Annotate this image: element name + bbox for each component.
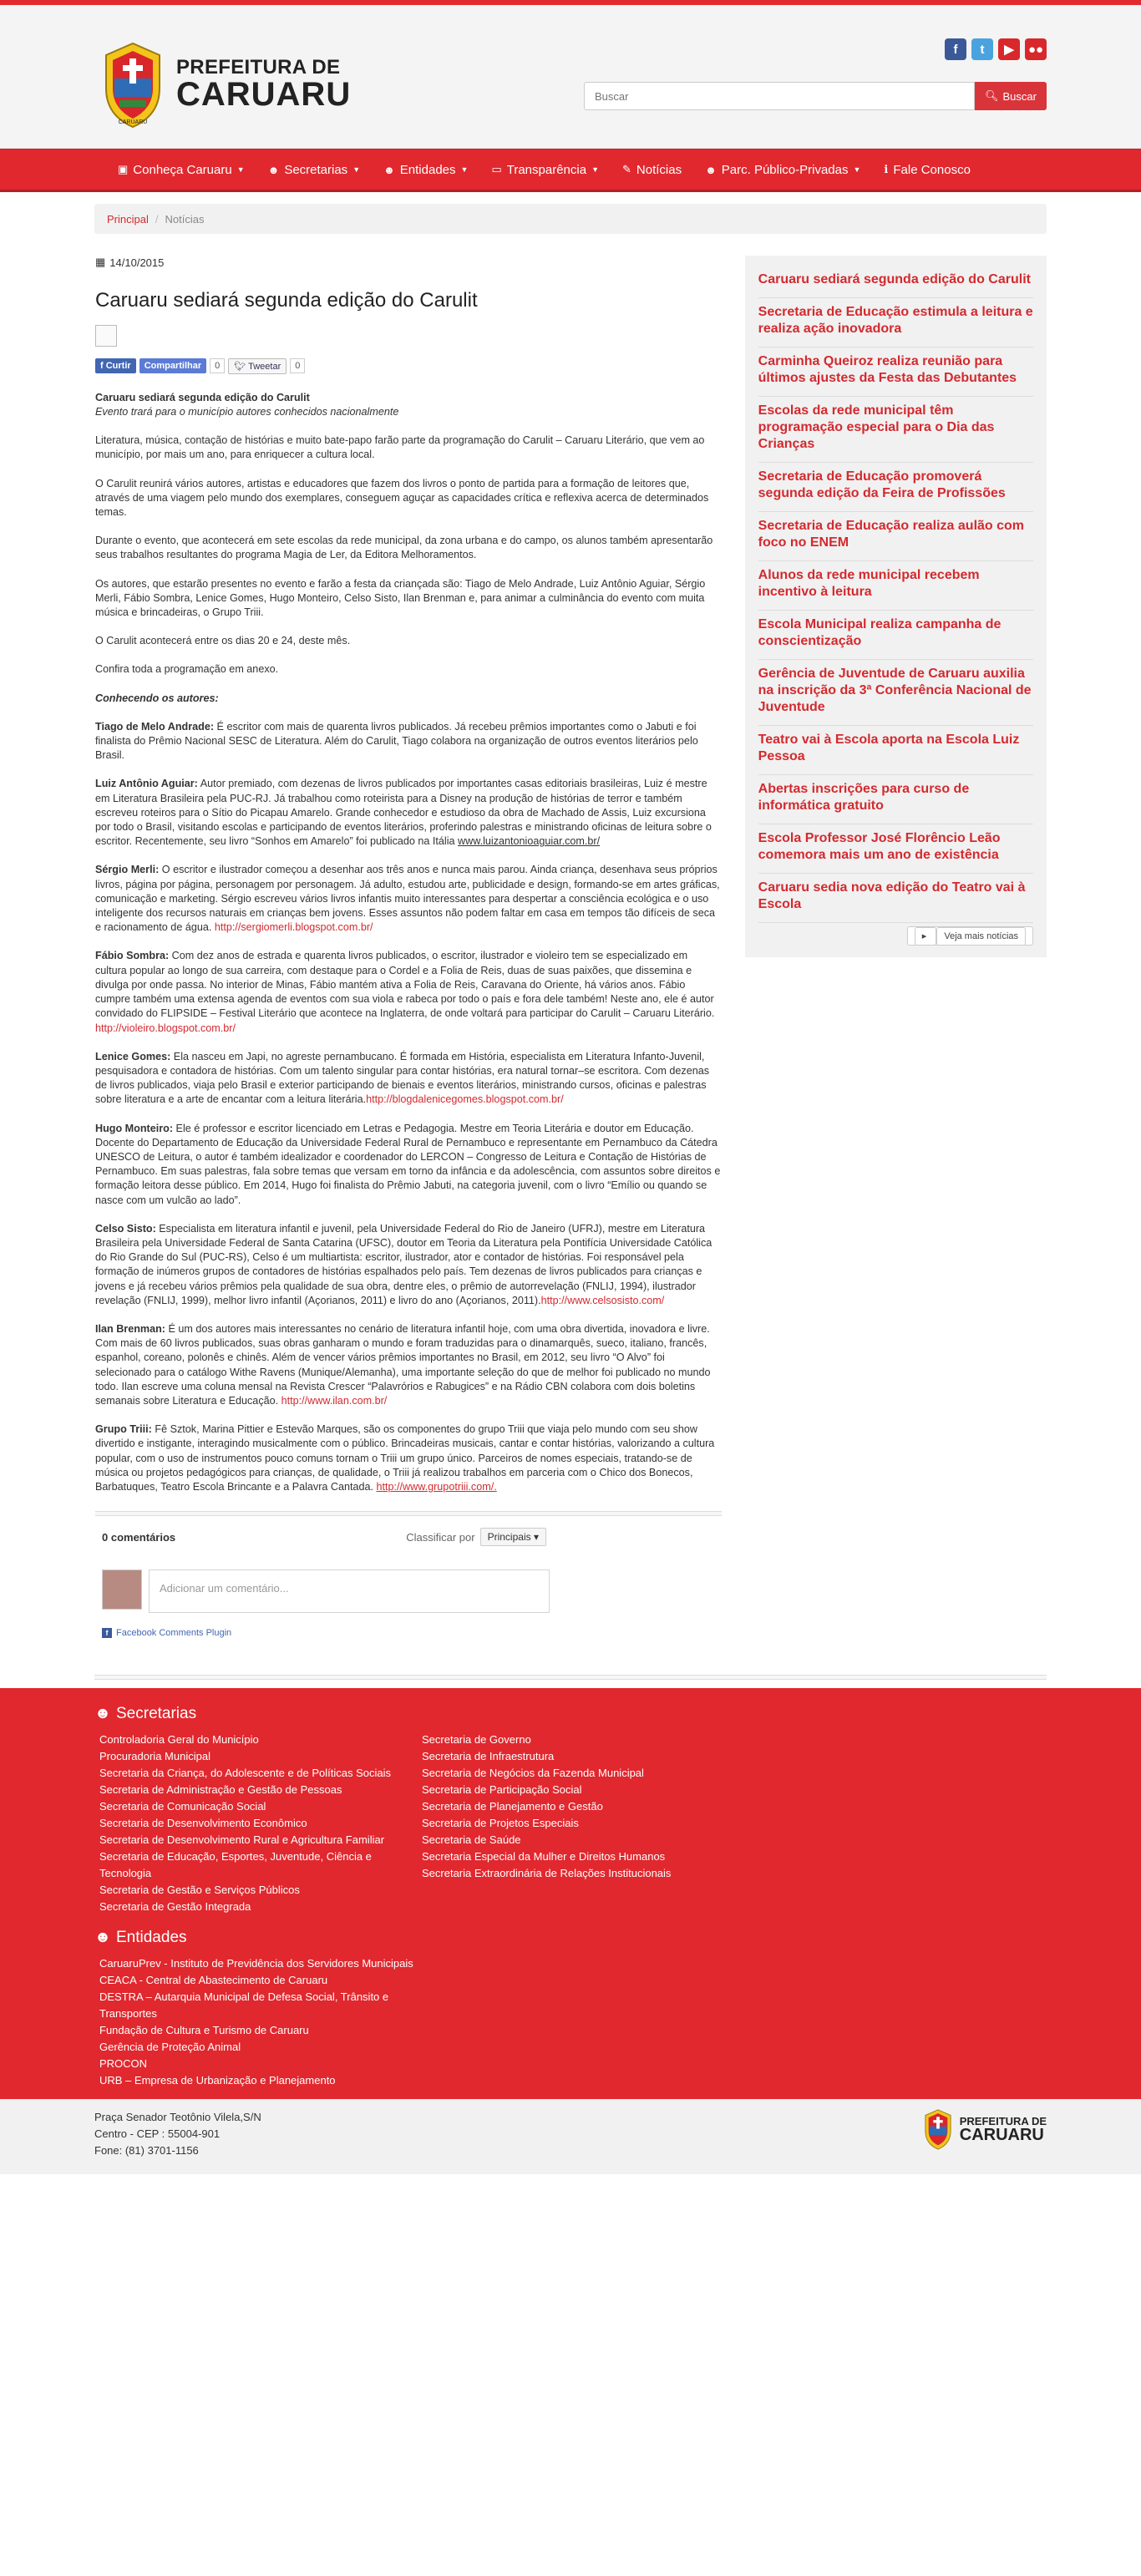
footer-link[interactable]: Secretaria de Educação, Esportes, Juventude, Ciência e Tecnologia (99, 1850, 372, 1880)
footer-link[interactable]: Gerência de Proteção Animal (99, 2041, 241, 2054)
sort-select-value: Principais (487, 1531, 531, 1544)
twitter-icon[interactable]: t (971, 38, 993, 60)
footer-link[interactable]: Secretaria de Governo (422, 1733, 531, 1747)
nav-item-label: Fale Conosco (893, 162, 971, 177)
footer-link[interactable]: DESTRA – Autarquia Municipal de Defesa Social, Trânsito e Transportes (99, 1990, 389, 2021)
list-item (758, 824, 1033, 874)
footer-link[interactable]: Secretaria de Gestão Integrada (99, 1900, 251, 1914)
footer-link[interactable]: Secretaria de Infraestrutura (422, 1750, 555, 1763)
nav-item-label: Parc. Público-Privadas (721, 162, 849, 177)
footer-link[interactable]: CEACA - Central de Abastecimento de Caruaru (99, 1974, 328, 1987)
search-button[interactable] (975, 82, 1047, 110)
footer-link[interactable]: Controladoria Geral do Município (99, 1733, 259, 1747)
section-divider (94, 1675, 1047, 1680)
article-paragraph: Durante o evento, que acontecerá em sete escolas da rede municipal, da zona urbana e do campo, os alunos também apresentarão seus trabalhos resultantes do programa Magia de Ler, da Editora Melhoramentos. (95, 535, 713, 561)
article-title: Caruaru sediará segunda edição do Carulit (95, 289, 478, 312)
news-link[interactable]: Secretaria de Educação realiza aulão com foco no ENEM (758, 519, 1025, 550)
more-news-label: Veja mais notícias (936, 927, 1026, 946)
author-link[interactable]: http://violeiro.blogspot.com.br/ (95, 1022, 236, 1034)
author-name: Grupo Triii: (95, 1423, 152, 1436)
logo-line2: CARUARU (176, 76, 352, 113)
author-link[interactable]: http://www.grupotriii.com/. (376, 1480, 497, 1493)
facebook-comments-plugin-link[interactable] (95, 1628, 722, 1638)
news-link[interactable]: Secretaria de Educação estimula a leitura e realiza ação inovadora (758, 305, 1033, 336)
article-paragraph: Literatura, música, contação de histórias e muito bate-papo farão parte da programação do Carulit – Caruaru Literário, que vem ao município, por mais um ano, para enriquecer a cultura local. (95, 434, 705, 461)
list-item (758, 874, 1033, 923)
search-button-label: Buscar (1002, 89, 1037, 103)
footer-entidades-title (94, 1929, 1047, 1947)
related-news-box (745, 256, 1047, 957)
footer-heading: Secretarias (116, 1705, 197, 1723)
news-link[interactable]: Escolas da rede municipal têm programação especial para o Dia das Crianças (758, 403, 995, 451)
article-paragraph: Os autores, que estarão presentes no evento e farão a festa da criançada são: Tiago de Melo Andrade, Luiz Antônio Aguiar, Sérgio Merli, Fábio Sombra, Lenice Gomes, Hugo Monteiro, Celso Sisto, Ilan Brenman e, para animar a culminância do evento com muita música e brincadeiras, o Grupo Triii. (95, 577, 706, 619)
avatar (102, 1569, 142, 1610)
footer-link[interactable]: Secretaria de Desenvolvimento Rural e Agricultura Familiar (99, 1833, 385, 1847)
author-paragraph (95, 863, 722, 935)
author-link[interactable]: http://www.celsosisto.com/ (540, 1294, 665, 1306)
author-bio: É um dos autores mais interessantes no cenário de literatura infantil hoje, com uma obra divertida, inovadora e livre. Com mais de 60 livros publicados, suas obras ganharam o mundo e foram traduzidas para o dinamarquês, sueco, italiano, francês, espanhol, coreano, polonês e chinês. Além de vencer vários prêmios importantes no Brasil, em 2012, seu livro “O Alvo” foi selecionado para o catálogo Withe Ravens (Munique/Alemanha), uma importante seleção do que de melhor foi publicado no mundo todo. Ilan escreve uma coluna mensal na Revista Crescer “Palavrórios e Rabugices” e na Rádio CBN colabora com dois boletins semanais sobre Literatura e Educação. (95, 1322, 711, 1407)
breadcrumb-home-link[interactable]: Principal (107, 212, 149, 226)
article-date (95, 256, 722, 269)
plugin-label: Facebook Comments Plugin (116, 1628, 232, 1639)
address-bar (0, 2099, 1141, 2174)
broken-image-icon (95, 325, 117, 347)
footer-logo-line1: PREFEITURA DE (959, 2114, 1047, 2127)
camera-icon: ▣ (118, 163, 129, 175)
coat-of-arms-icon (921, 2107, 955, 2151)
article-lead: Evento trará para o município autores conhecidos nacionalmente (95, 406, 399, 418)
author-name: Fábio Sombra: (95, 950, 170, 962)
list-item (758, 775, 1033, 824)
news-link[interactable]: Escola Professor José Florêncio Leão comemora mais um ano de existência (758, 831, 1001, 862)
info-icon: ℹ (884, 163, 889, 175)
search-form (584, 82, 1047, 110)
calendar-icon: ▦ (95, 256, 106, 268)
nav-item-noticias[interactable] (611, 163, 693, 177)
author-paragraph (95, 720, 722, 763)
author-paragraph (95, 777, 722, 849)
footer-link[interactable]: Secretaria de Participação Social (422, 1783, 582, 1797)
footer-secretarias-title (94, 1705, 1047, 1723)
comments-sort (406, 1528, 546, 1546)
list-item (758, 561, 1033, 611)
author-paragraph (95, 1222, 722, 1308)
nav-item-label: Notícias (636, 162, 682, 177)
nav-item-entidades[interactable] (372, 163, 479, 177)
footer-link[interactable]: URB – Empresa de Urbanização e Planejamento (99, 2074, 336, 2087)
author-link[interactable]: http://sergiomerli.blogspot.com.br/ (214, 921, 373, 934)
list-item (758, 266, 1033, 298)
sidebar-news (745, 256, 1047, 1638)
author-name: Hugo Monteiro: (95, 1122, 174, 1134)
author-name: Sérgio Merli: (95, 864, 160, 876)
list-item (758, 660, 1033, 726)
monitor-icon: ▭ (491, 163, 502, 175)
footer-link[interactable]: Fundação de Cultura e Turismo de Caruaru (99, 2024, 309, 2037)
footer-link[interactable]: Secretaria Especial da Mulher e Direitos Humanos (422, 1850, 666, 1864)
youtube-icon[interactable]: ▶ (998, 38, 1020, 60)
section-divider (95, 1511, 722, 1516)
news-link[interactable]: Alunos da rede municipal recebem incentivo à leitura (758, 568, 980, 599)
caret-down-icon: ▼ (853, 165, 861, 174)
news-link[interactable]: Secretaria de Educação promoverá segunda edição da Feira de Profissões (758, 469, 1006, 500)
author-link[interactable]: http://www.ilan.com.br/ (281, 1394, 388, 1407)
list-item (758, 726, 1033, 775)
news-link[interactable]: Caruaru sedia nova edição do Teatro vai à Escola (758, 880, 1026, 911)
footer-link[interactable]: Secretaria Extraordinária de Relações Institucionais (422, 1867, 672, 1880)
svg-text:CARUARU: CARUARU (118, 119, 148, 125)
author-name: Celso Sisto: (95, 1222, 156, 1235)
site-header (0, 5, 1141, 149)
users-icon: ☻ (94, 1929, 111, 1947)
news-link[interactable]: Carminha Queiroz realiza reunião para últimos ajustes da Festa das Debutantes (758, 354, 1017, 385)
footer-link[interactable]: CaruaruPrev - Instituto de Previdência dos Servidores Municipais (99, 1957, 413, 1970)
share-bar (95, 358, 722, 374)
footer-logo-line2: CARUARU (959, 2125, 1044, 2144)
logo-wordmark (176, 58, 351, 111)
footer-link[interactable]: Procuradoria Municipal (99, 1750, 210, 1763)
author-paragraph (95, 1422, 722, 1494)
author-paragraph (95, 1122, 722, 1208)
more-news-button[interactable] (907, 926, 1033, 946)
nav-item-label: Secretarias (284, 162, 348, 177)
address-line: Centro - CEP : 55004-901 (94, 2127, 221, 2141)
author-paragraph (95, 1050, 722, 1108)
news-link[interactable]: Gerência de Juventude de Caruaru auxilia na inscrição da 3ª Conferência Nacional de Juventude (758, 667, 1032, 714)
nav-item-conheca-caruaru[interactable] (106, 163, 256, 177)
list-item (758, 463, 1033, 512)
news-link[interactable]: Caruaru sediará segunda edição do Carulit (758, 272, 1031, 287)
author-name: Lenice Gomes: (95, 1050, 171, 1062)
author-bio: Com dez anos de estrada e quarenta livros publicados, o escritor, ilustrador e violeiro tem se especializado em cultura popular ao longo de sua carreira, com destaque para o Cordel e a Folia de Reis, duas de suas paixões, que dissemina e divulga por onde passa. No interior de Minas, Fábio mantém ativa a Folia de Reis, Caravana do Oriente, há vários anos. Fábio cumpre também uma extensa agenda de eventos com sua viola e rabeca por todo o país e fora dele também! Neste ano, ele é autor convidado do FLIPSIDE – Festival Literário que acontece na Inglaterra, de onde voltará para participar do Carulit – Caruaru Literário. (95, 950, 715, 1020)
nav-item-label: Conheça Caruaru (133, 162, 232, 177)
caret-down-icon: ▼ (236, 165, 245, 174)
footer-column (94, 1732, 417, 1915)
footer-column (94, 1955, 417, 2089)
author-name: Luiz Antônio Aguiar: (95, 778, 198, 790)
author-bio: Fê Sztok, Marina Pittier e Estevão Marques, são os componentes do grupo Triii que viaja pelo mundo com seu show divertido e instigante, interagindo musicalmente com o público. Brincadeiras musicais, cantar e contar histórias, valorizando a cultura popular, com o uso de instrumentos pouco comuns tornam o Triii um grupo único. Parceiros de nomes especiais, tratando-se de música ou projetos pedagógicos para crianças, de qualidade, o Triii já realizou trabalhos em parceria com o Chico dos Bonecos, Barbatuques, Teatro Escola Brincante e a Palavra Cantada. (95, 1423, 715, 1493)
facebook-icon: f (100, 361, 106, 372)
facebook-share-button[interactable]: Compartilhar (139, 358, 206, 373)
phone: Fone: (81) 3701-1156 (94, 2144, 199, 2158)
address (94, 2109, 261, 2159)
users-icon: ☻ (94, 1705, 111, 1723)
author-paragraph (95, 949, 722, 1035)
social-links (945, 38, 1047, 60)
breadcrumb (94, 204, 1047, 234)
nav-item-secretarias[interactable] (256, 163, 372, 177)
users-icon: ☻ (267, 163, 280, 176)
comment-composer (95, 1569, 722, 1613)
users-icon: ☻ (383, 163, 395, 176)
coat-of-arms-icon (98, 38, 168, 130)
footer-heading: Entidades (116, 1929, 187, 1947)
facebook-icon[interactable]: f (945, 38, 966, 60)
comments-header (95, 1528, 546, 1546)
footer-link[interactable]: Secretaria de Projetos Especiais (422, 1817, 579, 1830)
article-subtitle: Caruaru sediará segunda edição do Carulit (95, 391, 310, 403)
list-item (758, 512, 1033, 561)
authors-heading: Conhecendo os autores: (95, 692, 219, 704)
sort-label: Classificar por (406, 1530, 475, 1544)
logo-line1: PREFEITURA DE (176, 56, 341, 79)
article-date-text: 14/10/2015 (109, 256, 165, 269)
caret-down-icon: ▼ (460, 165, 469, 174)
flickr-icon[interactable]: ●● (1025, 38, 1047, 60)
comment-input[interactable]: Adicionar um comentário... (149, 1569, 550, 1613)
footer-link[interactable]: Secretaria da Criança, do Adolescente e de Políticas Sociais (99, 1767, 392, 1780)
site-logo[interactable] (98, 38, 351, 130)
sort-select[interactable] (480, 1528, 546, 1546)
address-line: Praça Senador Teotônio Vilela,S/N (94, 2111, 261, 2124)
share-count: 0 (210, 358, 225, 373)
search-input[interactable] (584, 82, 975, 110)
news-link[interactable]: Escola Municipal realiza campanha de conscientização (758, 617, 1002, 648)
list-item (758, 611, 1033, 660)
author-link[interactable]: http://blogdalenicegomes.blogspot.com.br/ (366, 1093, 564, 1106)
author-paragraph (95, 1322, 722, 1408)
footer-link[interactable]: Secretaria de Comunicação Social (99, 1800, 266, 1813)
article-paragraph: Confira toda a programação em anexo. (95, 663, 279, 676)
footer-link[interactable]: Secretaria de Negócios da Fazenda Municipal (422, 1767, 644, 1780)
users-icon: ☻ (705, 163, 717, 176)
tweet-count: 0 (290, 358, 305, 373)
article-body (95, 391, 722, 1494)
breadcrumb-current: Notícias (165, 212, 205, 226)
nav-item-transparencia[interactable] (479, 163, 611, 177)
footer-link[interactable]: Secretaria de Planejamento e Gestão (422, 1800, 603, 1813)
footer-link[interactable]: Secretaria de Administração e Gestão de Pessoas (99, 1783, 342, 1797)
footer-link[interactable]: Secretaria de Gestão e Serviços Públicos (99, 1884, 300, 1897)
twitter-icon: 🐦︎ (234, 361, 249, 372)
tweet-label: Tweetar (248, 361, 281, 372)
facebook-like-button[interactable] (95, 358, 136, 373)
list-item (758, 347, 1033, 397)
pencil-icon: ✎ (621, 163, 631, 175)
author-link[interactable]: www.luizantonioaguiar.com.br/ (458, 835, 601, 848)
author-name: Ilan Brenman: (95, 1322, 165, 1335)
author-name: Tiago de Melo Andrade: (95, 720, 215, 733)
like-label: Curtir (105, 361, 131, 372)
article-paragraph: O Carulit reunirá vários autores, artistas e educadores que fazem dos livros o ponto de partida para a formação de leitores que, através de uma viagem pelo mundo dos exemplares, conseguem aguçar as capacidades crítica e reflexiva acerca de determinados temas. (95, 477, 709, 519)
list-item (758, 298, 1033, 347)
article-paragraph: O Carulit acontecerá entre os dias 20 e 24, deste mês. (95, 635, 351, 647)
author-bio: É escritor com mais de quarenta livros publicados. Já recebeu prêmios importantes como o Jabuti e foi finalista do Prêmio Nacional SESC de Literatura. Além do Carulit, Tiago colabora na organização de outros eventos literários pelo Brasil. (95, 720, 698, 762)
nav-item-label: Transparência (506, 162, 587, 177)
caret-down-icon: ▾ (533, 1531, 539, 1544)
caret-down-icon: ▼ (591, 165, 599, 174)
footer-link[interactable]: Secretaria de Desenvolvimento Econômico (99, 1817, 307, 1830)
more-news (758, 926, 1033, 946)
nav-item-label: Entidades (399, 162, 456, 177)
search-icon: 🔍︎ (985, 89, 999, 102)
footer-column (417, 1732, 739, 1915)
chevron-right-icon: ▸ (915, 927, 937, 946)
author-bio: Ele é professor e escritor licenciado em Letras e Pedagogia. Mestre em Teoria Literária e doutor em Educação. Docente do Departamento de Educação da Universidade Federal Rural de Pernambuco e representante em Pernambuco da Cátedra UNESCO de Leitura, o autor é também idealizador e coordenador do LERCON – Congresso de Leitura e Contação de Histórias de Pernambuco. Em suas palestras, fala sobre temas que versam em torno da infância e da adolescência, com assuntos sobre direitos e formação leitora desse público. Em 2014, Hugo foi finalista do Prêmio Jabuti, na categoria juvenil, com o livro “Emílio ou quando se nasce com um vulcão ao lado”. (95, 1122, 721, 1206)
caret-down-icon: ▼ (352, 165, 361, 174)
footer-logo[interactable] (921, 2107, 1047, 2151)
news-link[interactable]: Teatro vai à Escola aporta na Escola Luiz Pessoa (758, 733, 1020, 763)
author-bio: Especialista em literatura infantil e juvenil, pela Universidade Federal do Rio de Janeiro (UFRJ), mestre em Literatura Brasileira pela Universidade Federal de Santa Catarina (UFSC), doutor em Teoria da Literatura pela Pontifícia Universidade Católica do Rio Grande do Sul (PUC-RS), Celso é um multiartista: escritor, ilustrador, ator e contador de histórias. Foi responsável pela formação de inúmeros grupos de contadores de histórias espalhados pelo país. Tem dezenas de livros publicados para crianças e jovens e já recebeu vários prêmios pela qualidade de sua obra, dentre eles, o prêmio de autorrevelação (FNLIJ, 1994), ilustrador revelação (FNLIJ, 1999), melhor livro infantil (Açorianos, 2011) e livro do ano (Açorianos, 2011). (95, 1222, 712, 1306)
author-bio: Ela nasceu em Japi, no agreste pernambucano. É formada em História, especialista em Literatura Infanto-Juvenil, pesquisadora e contadora de histórias. Com um talento singular para contar histórias, era natural tornar–se escritora. Com dezenas de livros publicados, viaja pelo Brasil e exterior participando de bienais e eventos literários, ministrando cursos, oficinas e palestras sobre literatura e a arte de encantar com a leitura literária. (95, 1050, 710, 1106)
tweet-button[interactable] (228, 358, 287, 374)
nav-item-fale-conosco[interactable] (872, 163, 982, 177)
news-article (94, 256, 722, 1638)
footer-link[interactable]: PROCON (99, 2057, 148, 2071)
list-item (758, 397, 1033, 463)
news-link[interactable]: Abertas inscrições para curso de informática gratuito (758, 782, 970, 813)
site-footer (0, 1688, 1141, 2099)
breadcrumb-separator: / (155, 212, 159, 226)
comments-count: 0 comentários (102, 1530, 176, 1544)
main-nav (0, 149, 1141, 192)
facebook-icon: f (102, 1628, 112, 1638)
footer-link[interactable]: Secretaria de Saúde (422, 1833, 521, 1847)
author-bio: Autor premiado, com dezenas de livros publicados por importantes casas editoriais brasileiras, Luiz é mestre em Literatura Brasileira pela PUC-RJ. Já trabalhou como roteirista para a Disney na produção de histórias de terror e também escreveu roteiros para o Sítio do Picapau Amarelo. Grande conhecedor e estudioso da obra de Machado de Assis, Luiz excursiona por todo o Brasil, visitando escolas e participando de eventos literários, proferindo palestras e ministrando oficinas de leitura sobre o escritor. Recentemente, seu livro “Sonhos em Amarelo” foi publicado na Itália (95, 778, 712, 848)
nav-item-ppp[interactable] (693, 163, 872, 177)
author-bio: O escritor e ilustrador começou a desenhar aos três anos e nunca mais parou. Ainda criança, desenhava seus próprios livros, página por página, personagem por personagem. Já adulto, estudou arte, publicidade e design, formando-se em artes gráficas, comunicação e marketing. Sérgio escreveu vários livros infantis muito interessantes para despertar a consciência ecológica e o uso inteligente dos recursos naturais em crianças bem jovens. Esses assuntos não podem faltar em casa em tempos tão difíceis de seca e racionamento de água. (95, 864, 720, 934)
